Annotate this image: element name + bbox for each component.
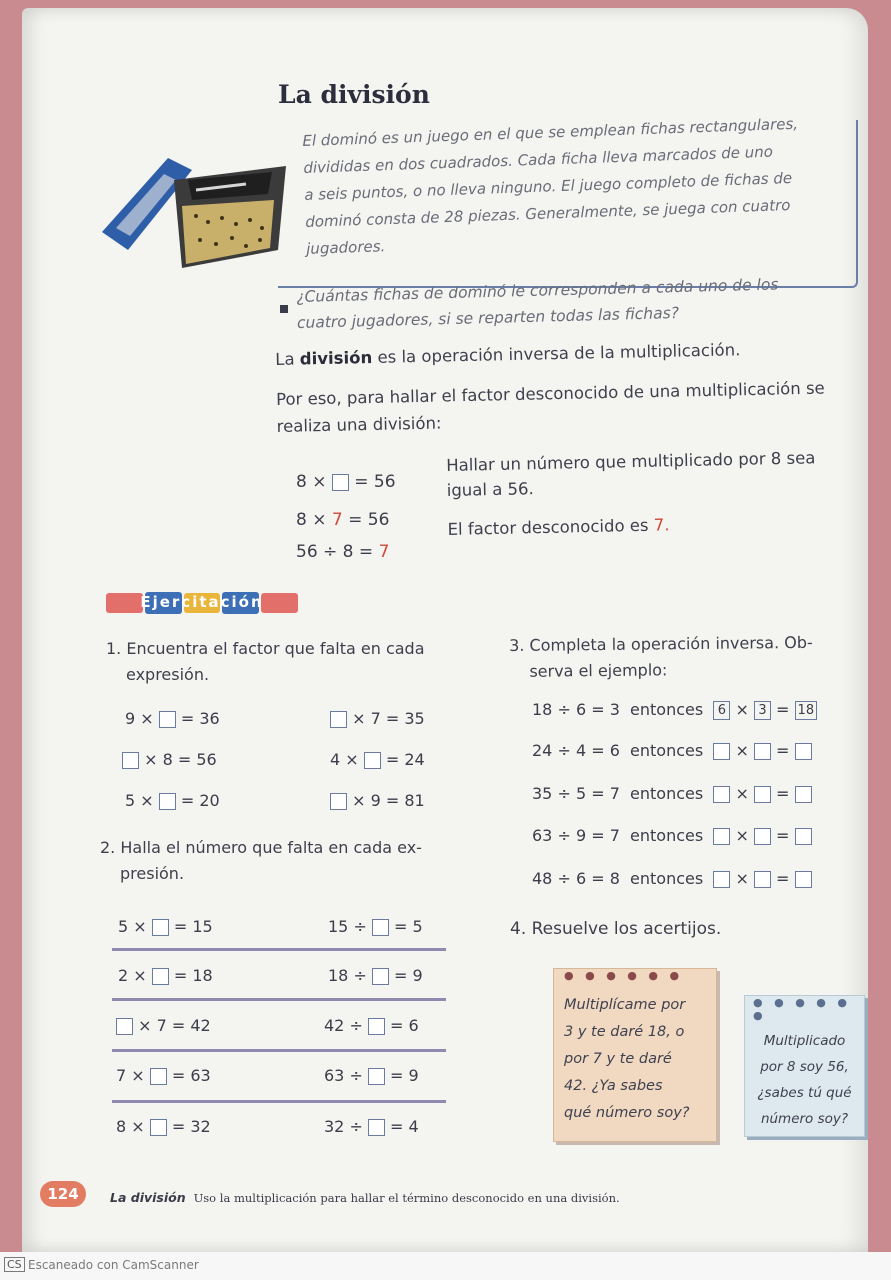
exercise-4-title: 4. Resuelve los acertijos. bbox=[510, 919, 722, 939]
example-eq3: 56 ÷ 8 = 7 bbox=[296, 542, 390, 562]
answer-box[interactable] bbox=[152, 968, 169, 985]
answer-box[interactable] bbox=[754, 743, 771, 760]
ex2-row-2b: 18 ÷ = 9 bbox=[328, 966, 423, 985]
ex1-row-2a: × 8 = 56 bbox=[122, 750, 217, 769]
ring-binding-icon: ● ● ● ● ● ● bbox=[753, 996, 851, 1022]
exercise-1-instructions: 1. Encuentra el factor que falta en cada expresión. bbox=[106, 639, 425, 684]
ex1-row-2b: 4 × = 24 bbox=[330, 750, 425, 769]
ex2-row-3b: 42 ÷ = 6 bbox=[324, 1016, 419, 1035]
ex3-row-3: 35 ÷ 5 = 7 entonces × = bbox=[532, 784, 812, 803]
answer-box bbox=[332, 474, 349, 491]
divider bbox=[112, 948, 446, 951]
answer-box[interactable] bbox=[159, 711, 176, 728]
scanner-footer bbox=[0, 1252, 891, 1280]
ex2-row-4b: 63 ÷ = 9 bbox=[324, 1066, 419, 1085]
example-explanation: Hallar un número que multiplicado por 8 sea igual a 56. El factor desconocido es 7. bbox=[446, 448, 816, 539]
ex3-row-1: 18 ÷ 6 = 3 entonces 6 × 3 = 18 bbox=[532, 700, 817, 720]
example-eq1: 8 × = 56 bbox=[296, 472, 396, 492]
ex3-row-5: 48 ÷ 6 = 8 entonces × = bbox=[532, 869, 812, 888]
ex2-row-5b: 32 ÷ = 4 bbox=[324, 1117, 419, 1136]
ex2-row-4a: 7 × = 63 bbox=[116, 1066, 211, 1085]
section-badge: Ejercitación bbox=[106, 591, 298, 617]
riddle-note-1: ● ● ● ● ● ● Multiplícame por 3 y te daré 18, o por 7 y te daré 42. ¿Ya sabes qué número soy? bbox=[553, 968, 717, 1142]
question-text: ¿Cuántas fichas de dominó le corresponden a cada uno de los cuatro jugadores, si se reparten todas las fichas? bbox=[296, 275, 779, 332]
answer-box[interactable] bbox=[795, 786, 812, 803]
ex1-row-1b: × 7 = 35 bbox=[330, 709, 425, 728]
exercise-2-instructions: 2. Halla el número que falta en cada ex- presión. bbox=[100, 838, 422, 883]
answer-box[interactable] bbox=[713, 786, 730, 803]
divider bbox=[112, 998, 446, 1001]
domino-box-illustration bbox=[96, 150, 294, 280]
answer-box[interactable] bbox=[372, 968, 389, 985]
ex2-row-1b: 15 ÷ = 5 bbox=[328, 917, 423, 936]
answer-box: 18 bbox=[795, 701, 818, 720]
answer-box[interactable] bbox=[152, 919, 169, 936]
question-bullet bbox=[280, 305, 288, 313]
riddle-note-2: ● ● ● ● ● ● Multiplicado por 8 soy 56, ¿sabes tú qué número soy? bbox=[744, 995, 865, 1137]
answer-box[interactable] bbox=[795, 743, 812, 760]
ex3-row-2: 24 ÷ 4 = 6 entonces × = bbox=[532, 741, 812, 760]
answer-box[interactable] bbox=[713, 828, 730, 845]
answer-box[interactable] bbox=[754, 786, 771, 803]
answer-box[interactable] bbox=[116, 1018, 133, 1035]
divider bbox=[112, 1049, 446, 1052]
exercise-3-instructions: 3. Completa la operación inversa. Ob- serva el ejemplo: bbox=[509, 632, 813, 681]
example-eq2: 8 × 7 = 56 bbox=[296, 510, 390, 530]
answer-box[interactable] bbox=[754, 828, 771, 845]
concept-text: La división es la operación inversa de la multiplicación. Por eso, para hallar el factor desconocido de una multiplicación se realiza una división: bbox=[275, 340, 825, 436]
ex2-row-2a: 2 × = 18 bbox=[118, 966, 213, 985]
ex1-row-3a: 5 × = 20 bbox=[125, 791, 220, 810]
ex2-row-3a: × 7 = 42 bbox=[116, 1016, 211, 1035]
ring-binding-icon: ● ● ● ● ● ● bbox=[564, 969, 684, 982]
answer-box[interactable] bbox=[368, 1018, 385, 1035]
page-footer: La división Uso la multiplicación para hallar el término desconocido en una división. bbox=[110, 1190, 620, 1205]
ex1-row-3b: × 9 = 81 bbox=[330, 791, 425, 810]
answer-box[interactable] bbox=[150, 1119, 167, 1136]
ex3-row-4: 63 ÷ 9 = 7 entonces × = bbox=[532, 826, 812, 845]
answer-box[interactable] bbox=[368, 1119, 385, 1136]
divider bbox=[112, 1100, 446, 1103]
page-title: La división bbox=[278, 80, 430, 109]
ex2-row-1a: 5 × = 15 bbox=[118, 917, 213, 936]
answer-box[interactable] bbox=[795, 828, 812, 845]
answer-box[interactable] bbox=[330, 793, 347, 810]
answer-box[interactable] bbox=[122, 752, 139, 769]
answer-box: 3 bbox=[754, 701, 771, 720]
page-number: 124 bbox=[40, 1181, 86, 1207]
answer-box: 6 bbox=[713, 701, 730, 720]
intro-paragraph: El dominó es un juego en el que se emplean fichas rectangulares, divididas en dos cuadrados. Cada ficha lleva marcados de uno a seis puntos, o no lleva ninguno. El juego completo de fichas de dominó consta de 28 piezas. Generalmente, se juega con cuatro jugadores. bbox=[302, 114, 799, 258]
answer-box[interactable] bbox=[713, 743, 730, 760]
answer-box[interactable] bbox=[330, 711, 347, 728]
scanner-watermark: Escaneado con CamScanner bbox=[28, 1258, 199, 1272]
answer-box[interactable] bbox=[159, 793, 176, 810]
answer-box[interactable] bbox=[754, 871, 771, 888]
answer-box[interactable] bbox=[372, 919, 389, 936]
ex2-row-5a: 8 × = 32 bbox=[116, 1117, 211, 1136]
answer-box[interactable] bbox=[364, 752, 381, 769]
camscanner-logo: CS bbox=[4, 1257, 25, 1272]
answer-box[interactable] bbox=[368, 1068, 385, 1085]
ex1-row-1a: 9 × = 36 bbox=[125, 709, 220, 728]
answer-box[interactable] bbox=[150, 1068, 167, 1085]
answer-box[interactable] bbox=[713, 871, 730, 888]
answer-box[interactable] bbox=[795, 871, 812, 888]
